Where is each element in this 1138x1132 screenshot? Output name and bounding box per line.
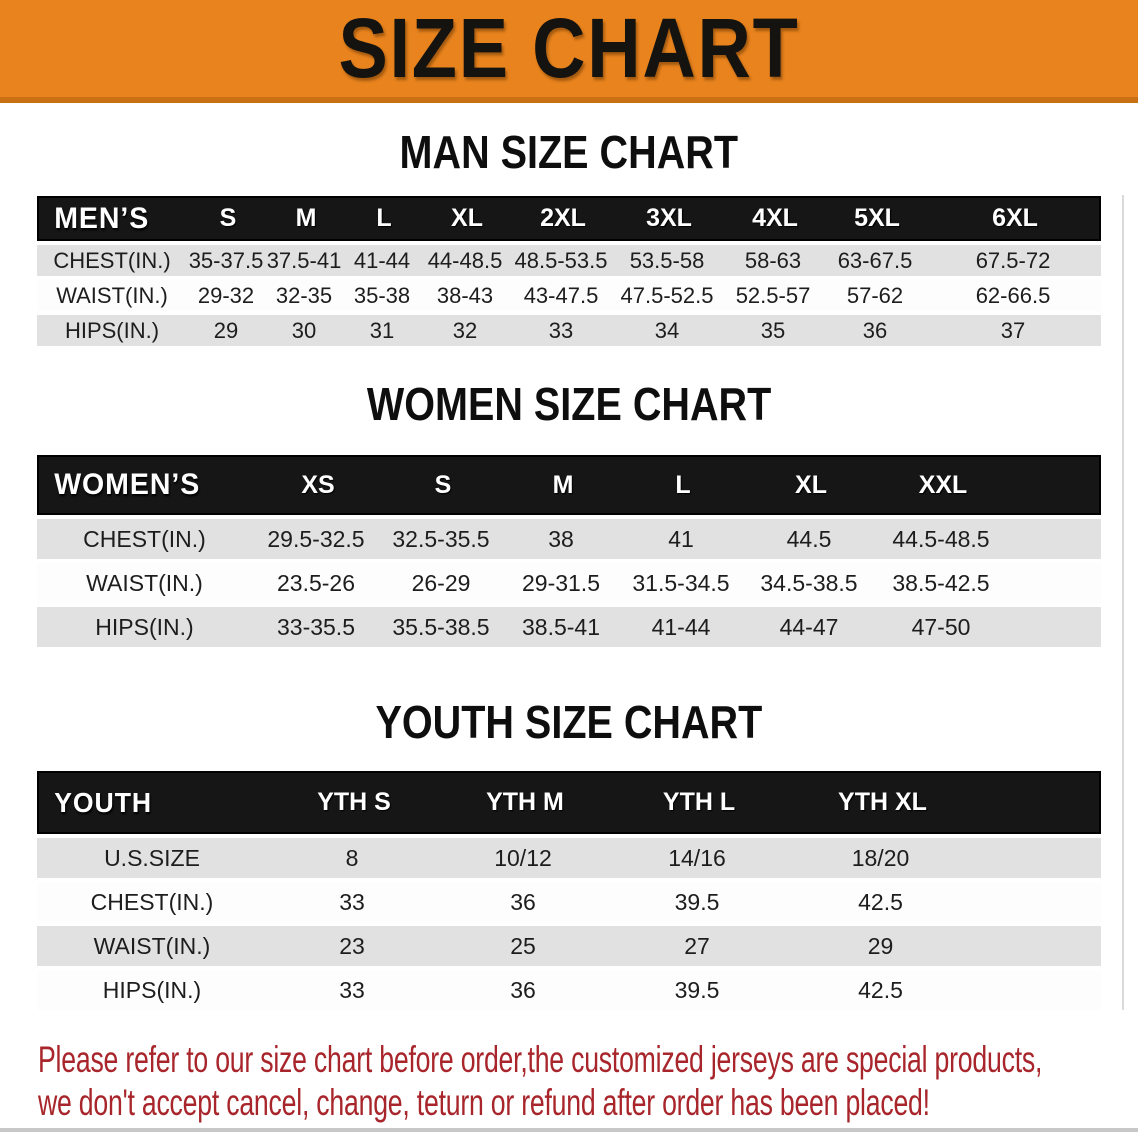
size-cell: 38-43 — [436, 282, 494, 308]
womens-size-table — [37, 455, 1101, 647]
row-label: HIPS(IN.) — [95, 613, 194, 640]
size-cell: 47-50 — [911, 613, 971, 640]
size-cell: 23.5-26 — [276, 569, 355, 596]
size-cell: 27 — [684, 932, 710, 959]
row-label: CHEST(IN.) — [83, 525, 206, 552]
size-column-header: 6XL — [992, 204, 1038, 232]
table-row — [37, 882, 1101, 922]
table-row — [37, 563, 1101, 603]
size-cell: 63-67.5 — [837, 247, 913, 273]
size-cell: 38 — [548, 525, 574, 552]
row-label: WAIST(IN.) — [93, 932, 211, 959]
size-cell: 42.5 — [858, 888, 903, 915]
size-cell: 34.5-38.5 — [760, 569, 858, 596]
row-label: CHEST(IN.) — [90, 888, 214, 915]
heading-text: YOUTH SIZE CHART — [375, 696, 763, 748]
size-cell: 30 — [291, 317, 317, 343]
size-column-header: S — [219, 204, 237, 232]
size-column-header: L — [376, 204, 392, 232]
youth-size-table — [37, 771, 1101, 1010]
table-row — [37, 970, 1101, 1010]
womens-table-header — [37, 455, 1101, 515]
size-cell: 67.5-72 — [975, 247, 1051, 273]
row-label: U.S.SIZE — [104, 844, 200, 871]
youth-table-header — [37, 771, 1101, 834]
banner-title: SIZE CHART — [338, 1, 800, 95]
size-column-header: 4XL — [752, 204, 798, 232]
size-cell: 23 — [339, 932, 365, 959]
size-cell: 44.5 — [786, 525, 832, 552]
size-cell: 42.5 — [858, 976, 903, 1003]
size-cell: 32-35 — [275, 282, 333, 308]
size-cell: 41-44 — [651, 613, 711, 640]
size-cell: 29-32 — [197, 282, 255, 308]
size-cell: 44-47 — [779, 613, 839, 640]
table-row — [37, 926, 1101, 966]
size-cell: 35-37.5 — [188, 247, 264, 273]
size-cell: 44.5-48.5 — [892, 525, 990, 552]
order-policy-note — [38, 1038, 1138, 1124]
table-row — [37, 245, 1101, 276]
size-column-header: L — [675, 470, 691, 499]
women-size-chart-heading — [0, 378, 1138, 430]
table-corner-label: WOMEN’S — [54, 468, 201, 501]
size-cell: 47.5-52.5 — [620, 282, 714, 308]
size-cell: 58-63 — [744, 247, 802, 273]
mens-table-header — [37, 196, 1101, 241]
size-cell: 37.5-41 — [266, 247, 342, 273]
size-cell: 29.5-32.5 — [267, 525, 365, 552]
order-policy-line-2: we don't accept cancel, change, teturn or refund after order has been placed! — [38, 1082, 930, 1123]
size-cell: 41-44 — [353, 247, 411, 273]
size-cell: 25 — [510, 932, 536, 959]
size-cell: 53.5-58 — [629, 247, 705, 273]
heading-text: WOMEN SIZE CHART — [366, 378, 772, 430]
man-size-chart-heading — [0, 126, 1138, 178]
row-label: CHEST(IN.) — [53, 247, 171, 273]
size-cell: 32 — [452, 317, 478, 343]
size-cell: 10/12 — [494, 844, 552, 871]
mens-size-table — [37, 196, 1101, 346]
size-cell: 57-62 — [846, 282, 904, 308]
size-cell: 31 — [369, 317, 395, 343]
right-edge-line — [1122, 195, 1124, 1010]
size-column-header: 5XL — [854, 204, 900, 232]
size-cell: 39.5 — [674, 976, 720, 1003]
size-column-header: YTH L — [662, 788, 736, 816]
table-row — [37, 607, 1101, 647]
youth-size-chart-heading — [0, 696, 1138, 748]
size-cell: 43-47.5 — [523, 282, 599, 308]
size-cell: 33 — [339, 976, 365, 1003]
size-column-header: M — [295, 204, 317, 232]
size-cell: 36 — [510, 976, 536, 1003]
size-cell: 31.5-34.5 — [632, 569, 730, 596]
size-cell: 29 — [867, 932, 894, 959]
size-cell: 44-48.5 — [427, 247, 503, 273]
size-cell: 14/16 — [668, 844, 726, 871]
size-cell: 39.5 — [674, 888, 720, 915]
size-column-header: YTH S — [317, 788, 391, 816]
size-cell: 35 — [760, 317, 786, 343]
table-row — [37, 838, 1101, 878]
size-column-header: 3XL — [646, 204, 692, 232]
table-corner-label: MEN’S — [54, 201, 150, 235]
size-cell: 38.5-41 — [521, 613, 600, 640]
size-column-header: S — [434, 470, 452, 499]
size-column-header: XXL — [918, 470, 968, 499]
row-label: HIPS(IN.) — [102, 976, 202, 1003]
order-policy-line-1: Please refer to our size chart before order,the customized jerseys are special products, — [38, 1039, 1043, 1080]
size-cell: 32.5-35.5 — [392, 525, 490, 552]
size-cell: 29 — [213, 317, 239, 343]
size-cell: 38.5-42.5 — [892, 569, 990, 596]
table-row — [37, 280, 1101, 311]
size-cell: 52.5-57 — [735, 282, 811, 308]
size-cell: 48.5-53.5 — [514, 247, 608, 273]
size-column-header: YTH XL — [838, 788, 927, 816]
size-cell: 36 — [862, 317, 888, 343]
size-cell: 62-66.5 — [975, 282, 1051, 308]
size-cell: 35-38 — [353, 282, 411, 308]
table-row — [37, 315, 1101, 346]
size-cell: 37 — [1000, 317, 1026, 343]
size-cell: 29-31.5 — [521, 569, 600, 596]
size-chart-banner — [0, 0, 1138, 103]
size-cell: 35.5-38.5 — [392, 613, 490, 640]
size-cell: 41 — [668, 525, 694, 552]
row-label: WAIST(IN.) — [56, 282, 168, 308]
size-cell: 8 — [345, 844, 359, 871]
size-column-header: XL — [795, 470, 827, 499]
size-column-header: XL — [451, 204, 483, 232]
size-column-header: XS — [301, 470, 335, 499]
row-label: WAIST(IN.) — [86, 569, 203, 596]
size-column-header: YTH M — [486, 788, 564, 816]
bottom-edge-strip — [0, 1128, 1138, 1132]
size-cell: 34 — [654, 317, 680, 343]
size-cell: 26-29 — [411, 569, 471, 596]
heading-text: MAN SIZE CHART — [399, 126, 739, 178]
size-cell: 36 — [510, 888, 536, 915]
size-cell: 33-35.5 — [276, 613, 355, 640]
size-column-header: M — [552, 470, 574, 499]
size-cell: 18/20 — [851, 844, 910, 871]
row-label: HIPS(IN.) — [64, 317, 160, 343]
table-row — [37, 519, 1101, 559]
size-column-header: 2XL — [540, 204, 586, 232]
size-cell: 33 — [339, 888, 365, 915]
table-corner-label: YOUTH — [54, 786, 153, 818]
size-cell: 33 — [548, 317, 574, 343]
